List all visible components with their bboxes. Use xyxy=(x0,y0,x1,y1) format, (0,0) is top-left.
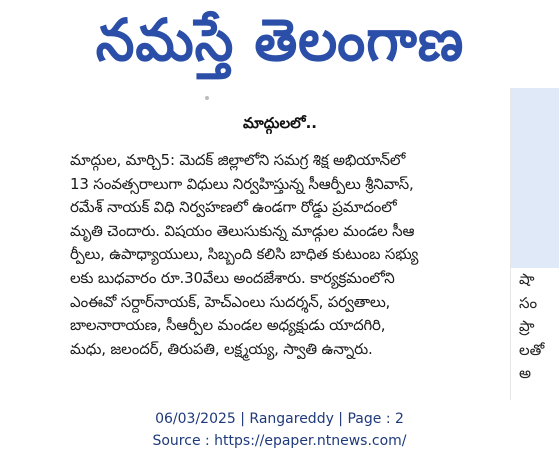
adjacent-column xyxy=(510,88,559,400)
article-line: బాలనారాయణ, సీఆర్పీల మండల అధ్యక్షుడు యాదగిరి, xyxy=(70,316,386,335)
article-line: మృతి చెందారు. విషయం తెలుసుకున్న మాడ్గుల మండల సీఆ xyxy=(70,221,415,240)
adjacent-line: ప్రా xyxy=(519,317,535,335)
print-dot xyxy=(205,96,209,100)
article-body xyxy=(70,149,505,361)
dateline: 06/03/2025 | Rangareddy | Page : 2 xyxy=(155,411,404,427)
article-line: ర్పీలు, ఉపాధ్యాయులు, సిబ్బంది కలిసి బాధిత కుటుంబ సభ్యు xyxy=(70,245,419,264)
article-line: 13 సంవత్సరాలుగా విధులు నిర్వహిస్తున్న సీఆర్పీలు శ్రీనివాస్, xyxy=(70,174,414,193)
article-line: మధు, జలందర్, తిరుపతి, లక్ష్మయ్య, స్వాతి ఉన్నారు. xyxy=(70,339,373,358)
adjacent-line: అ xyxy=(519,364,532,382)
article-line: రమేశ్ నాయక్ విధి నిర్వహణలో ఉండగా రోడ్డు ప్రమాదంలో xyxy=(70,198,397,217)
masthead-title: నమస్తే తెలంగాణ xyxy=(95,6,464,74)
source-link[interactable]: Source : https://epaper.ntnews.com/ xyxy=(152,433,407,449)
newspaper-masthead xyxy=(0,0,559,80)
adjacent-column-image xyxy=(511,88,559,268)
adjacent-column-text xyxy=(519,268,544,386)
article-headline: మాద్గులలో.. xyxy=(243,114,317,132)
article-line: ఎంఈవో సర్దార్‌నాయక్, హెచ్‌ఎంలు సుదర్శన్, పర్వతాలు, xyxy=(70,292,391,311)
adjacent-line: షా xyxy=(519,270,535,288)
source-footer xyxy=(0,408,559,452)
adjacent-line: లతో xyxy=(519,340,545,359)
article-line: లకు బుధవారం రూ.30వేలు అందజేశారు. కార్యక్రమంలోని xyxy=(70,268,395,287)
adjacent-line: సం xyxy=(519,293,538,312)
news-article xyxy=(55,96,505,396)
article-line: మాద్గుల, మార్చి5: మెదక్ జిల్లాలోని సమగ్ర శిక్ష అభియాన్‌లో xyxy=(70,151,406,169)
